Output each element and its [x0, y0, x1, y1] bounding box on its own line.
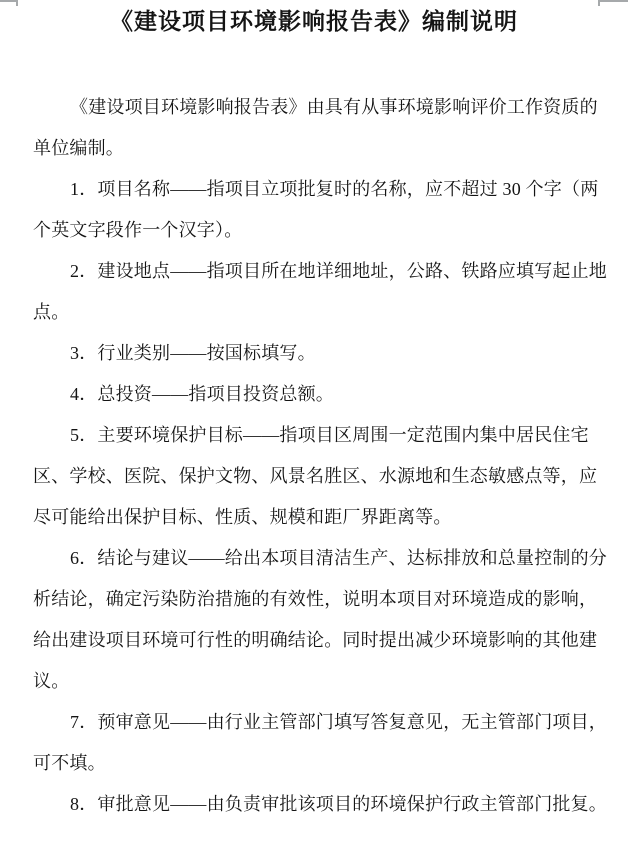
text-line: 1．项目名称——指项目立项批复时的名称，应不超过 30 个字（两	[70, 179, 599, 199]
text-line: 《建设项目环境影响报告表》由具有从事环境影响评价工作资质的	[70, 97, 598, 117]
text-line: 8．审批意见——由负责审批该项目的环境保护行政主管部门批复。	[70, 794, 607, 814]
paragraph-item-6-conclusions-suggestions	[33, 538, 607, 702]
paragraph-item-5-protection-targets	[33, 415, 599, 538]
text-line: 7．预审意见——由行业主管部门填写答复意见，无主管部门项目，	[70, 712, 607, 732]
text-line: 个英文字段作一个汉字）。	[33, 220, 243, 240]
paragraph-intro	[33, 87, 599, 169]
text-line: 6．结论与建议——给出本项目清洁生产、达标排放和总量控制的分	[70, 548, 607, 568]
paragraph-item-4-total-investment	[33, 374, 599, 415]
text-line: 点。	[33, 302, 70, 322]
text-line: 给出建设项目环境可行性的明确结论。同时提出减少环境影响的其他建	[33, 630, 598, 650]
text-line: 4．总投资——指项目投资总额。	[70, 384, 334, 404]
paragraph-item-1-project-name	[33, 169, 599, 251]
text-line: 可不填。	[33, 753, 106, 773]
paragraph-item-7-preliminary-review	[33, 702, 607, 784]
page-title: 《建设项目环境影响报告表》编制说明	[110, 9, 518, 34]
paragraph-item-2-construction-site	[33, 251, 607, 333]
paragraph-item-3-industry-category	[33, 333, 599, 374]
text-line: 议。	[33, 671, 70, 691]
paragraph-item-8-approval-opinion	[33, 784, 607, 825]
text-line: 单位编制。	[33, 138, 124, 158]
text-line: 3．行业类别——按国标填写。	[70, 343, 316, 363]
text-line: 2．建设地点——指项目所在地详细地址，公路、铁路应填写起止地	[70, 261, 607, 281]
text-line: 5．主要环境保护目标——指项目区周围一定范围内集中居民住宅	[70, 425, 589, 445]
text-line: 区、学校、医院、保护文物、风景名胜区、水源地和生态敏感点等，应	[33, 466, 598, 486]
text-line: 尽可能给出保护目标、性质、规模和距厂界距离等。	[33, 507, 452, 527]
document-body	[33, 87, 607, 825]
text-line: 析结论，确定污染防治措施的有效性，说明本项目对环境造成的影响，	[33, 589, 598, 609]
